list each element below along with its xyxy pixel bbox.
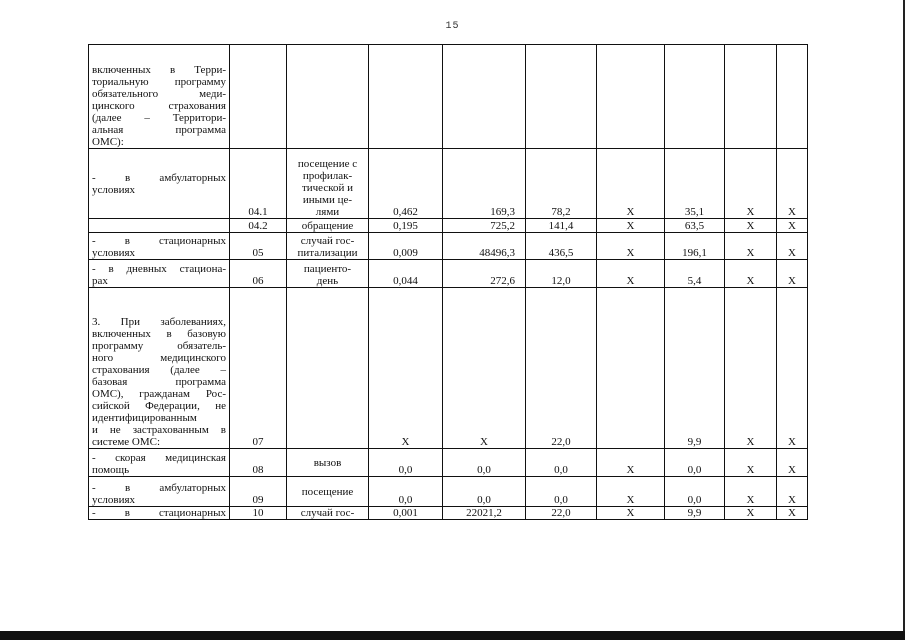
row-description: - в амбулаторных условиях	[89, 149, 230, 219]
table-row	[89, 219, 808, 233]
cell-value: 0,0	[443, 477, 526, 507]
cell-value: 196,1	[665, 233, 725, 260]
row-unit	[287, 45, 369, 149]
row-code: 04.2	[230, 219, 287, 233]
cell-value: 0,0	[526, 449, 597, 477]
table-row	[89, 233, 808, 260]
tariff-table	[88, 44, 808, 520]
cell-value: X	[725, 449, 777, 477]
cell-value	[369, 45, 443, 149]
cell-value	[526, 45, 597, 149]
cell-value: 0,0	[369, 449, 443, 477]
cell-value	[597, 288, 665, 449]
cell-value: X	[725, 288, 777, 449]
row-code: 10	[230, 507, 287, 520]
row-code: 07	[230, 288, 287, 449]
cell-value: 0,0	[665, 449, 725, 477]
cell-value: X	[597, 449, 665, 477]
cell-value: 35,1	[665, 149, 725, 219]
row-description: - в стационарных	[89, 507, 230, 520]
cell-value	[665, 45, 725, 149]
cell-value: 9,9	[665, 507, 725, 520]
row-unit: случай гос- питализации	[287, 233, 369, 260]
row-code: 09	[230, 477, 287, 507]
table-row	[89, 260, 808, 288]
cell-value: 22,0	[526, 507, 597, 520]
table-row	[89, 477, 808, 507]
cell-value: 12,0	[526, 260, 597, 288]
table-row	[89, 449, 808, 477]
cell-value: 5,4	[665, 260, 725, 288]
cell-value: 0,009	[369, 233, 443, 260]
cell-value: X	[725, 233, 777, 260]
cell-value: 48496,3	[443, 233, 526, 260]
cell-value	[443, 45, 526, 149]
row-unit: вызов	[287, 449, 369, 477]
cell-value: X	[725, 219, 777, 233]
cell-value: X	[777, 288, 808, 449]
row-description: включенных в Терри- ториальную программу обязательного меди- цинского страхования (далее – Территори- альная программа ОМС):	[89, 45, 230, 149]
row-code	[230, 45, 287, 149]
cell-value: 436,5	[526, 233, 597, 260]
page-number: 15	[445, 21, 460, 32]
cell-value: 78,2	[526, 149, 597, 219]
cell-value: 0,001	[369, 507, 443, 520]
cell-value	[597, 45, 665, 149]
cell-value: 0,044	[369, 260, 443, 288]
row-code: 04.1	[230, 149, 287, 219]
cell-value: X	[597, 260, 665, 288]
cell-value: X	[725, 477, 777, 507]
cell-value: X	[777, 449, 808, 477]
row-unit: обращение	[287, 219, 369, 233]
row-unit: посещение	[287, 477, 369, 507]
cell-value: X	[597, 507, 665, 520]
cell-value: X	[777, 477, 808, 507]
cell-value: X	[597, 477, 665, 507]
cell-value: 9,9	[665, 288, 725, 449]
cell-value: 141,4	[526, 219, 597, 233]
cell-value: X	[777, 149, 808, 219]
table-row	[89, 45, 808, 149]
cell-value: 272,6	[443, 260, 526, 288]
row-description: - скорая медицинская помощь	[89, 449, 230, 477]
cell-value: X	[725, 260, 777, 288]
cell-value: 0,0	[443, 449, 526, 477]
row-unit: пациенто- день	[287, 260, 369, 288]
cell-value: X	[443, 288, 526, 449]
cell-value: 63,5	[665, 219, 725, 233]
table-row	[89, 288, 808, 449]
cell-value: X	[777, 233, 808, 260]
row-unit	[287, 288, 369, 449]
cell-value: X	[597, 219, 665, 233]
row-description: - в дневных стациона- рах	[89, 260, 230, 288]
row-unit: посещение с профилак- тической и иными це- лями	[287, 149, 369, 219]
row-description: - в амбулаторных условиях	[89, 477, 230, 507]
cell-value: 0,195	[369, 219, 443, 233]
scan-bottom-bar	[0, 631, 905, 640]
cell-value	[725, 45, 777, 149]
cell-value: X	[777, 219, 808, 233]
cell-value: X	[777, 260, 808, 288]
row-code: 05	[230, 233, 287, 260]
cell-value	[777, 45, 808, 149]
cell-value: 169,3	[443, 149, 526, 219]
cell-value: 22021,2	[443, 507, 526, 520]
cell-value: X	[369, 288, 443, 449]
cell-value: X	[597, 149, 665, 219]
row-code: 08	[230, 449, 287, 477]
cell-value: X	[725, 149, 777, 219]
row-description	[89, 219, 230, 233]
cell-value: X	[597, 233, 665, 260]
cell-value: X	[777, 507, 808, 520]
cell-value: X	[725, 507, 777, 520]
row-description: 3. При заболеваниях, включенных в базовую программу обязатель- ного медицинского страхования (далее – базовая программа ОМС), гражданам Рос- сийской Федерации, не идентифицированным и не застрахованным в системе ОМС:	[89, 288, 230, 449]
cell-value: 22,0	[526, 288, 597, 449]
table-row	[89, 149, 808, 219]
row-code: 06	[230, 260, 287, 288]
cell-value: 0,0	[665, 477, 725, 507]
cell-value: 725,2	[443, 219, 526, 233]
row-unit: случай гос-	[287, 507, 369, 520]
cell-value: 0,462	[369, 149, 443, 219]
row-description: - в стационарных условиях	[89, 233, 230, 260]
cell-value: 0,0	[526, 477, 597, 507]
table-row	[89, 507, 808, 520]
cell-value: 0,0	[369, 477, 443, 507]
